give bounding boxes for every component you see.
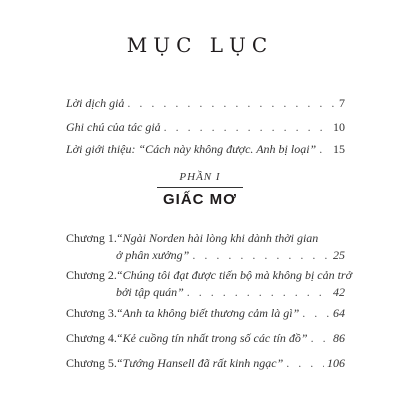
chapter-number: Chương 4. (66, 331, 117, 345)
chapter-page: 106 (327, 356, 345, 370)
dot-leader (187, 284, 330, 301)
entry-page: 15 (333, 142, 345, 156)
entry-page: 7 (339, 96, 345, 110)
chapter-title-line1: “Kẻ cuồng tín nhất trong số các tín đồ” (116, 331, 308, 345)
entry-label-prefix: Lời giới thiệu: (66, 142, 139, 156)
chapter-line (116, 355, 345, 372)
toc-title: MỤC LỤC (126, 33, 274, 57)
toc-entry-translator-note (66, 94, 345, 110)
entry-label-quote: “Cách này không được. Anh bị loại” (138, 142, 317, 156)
chapter-number: Chương 2. (66, 268, 117, 282)
chapter-number: Chương 5. (66, 356, 117, 370)
dot-leader (311, 330, 330, 347)
dot-leader (192, 247, 330, 264)
part-label: PHẦN I (179, 171, 221, 183)
entry-label (66, 142, 316, 156)
chapter-page: 42 (333, 285, 345, 299)
chapter-number: Chương 3. (66, 306, 117, 320)
chapter-body (116, 330, 345, 347)
chapter-line (116, 230, 345, 247)
chapter-line (116, 284, 345, 301)
chapter-title-line1: “Anh ta không biết thương cảm là gì” (116, 306, 300, 320)
chapter-page: 25 (333, 248, 345, 262)
entry-label: Ghi chú của tác giả (66, 120, 161, 134)
chapter-line (116, 330, 345, 347)
toc-entry-introduction (66, 140, 345, 156)
chapter-body (116, 305, 345, 322)
chapter-title-line2: bởi tập quán” (116, 285, 184, 299)
toc-entry-author-note (66, 118, 345, 134)
entry-label: Lời dịch giả (66, 96, 125, 110)
chapter-body (116, 230, 345, 264)
chapter-title-line1: “Ngài Norden hài lòng khi dành thời gian (116, 231, 319, 245)
dot-leader (319, 142, 330, 156)
chapter-body (116, 267, 353, 301)
part-title: GIẤC MƠ (163, 191, 237, 208)
dot-leader (302, 305, 330, 322)
chapter-line (116, 267, 353, 284)
chapter-title-line1: “Tướng Hansell đã rất kinh ngạc” (116, 356, 284, 370)
chapter-number: Chương 1. (66, 231, 117, 245)
dot-leader (286, 355, 324, 372)
chapter-body (116, 355, 345, 372)
chapter-title-line1: “Chúng tôi đạt được tiến bộ mà không bị cản trở (116, 268, 353, 282)
chapter-page: 86 (333, 331, 345, 345)
entry-page: 10 (333, 120, 345, 134)
dot-leader (164, 120, 330, 134)
chapter-line (116, 305, 345, 322)
chapter-title-line2: ở phân xưởng” (116, 248, 190, 262)
dot-leader (127, 96, 336, 110)
part-divider (157, 187, 243, 188)
chapter-page: 64 (333, 306, 345, 320)
chapter-line (116, 247, 345, 264)
